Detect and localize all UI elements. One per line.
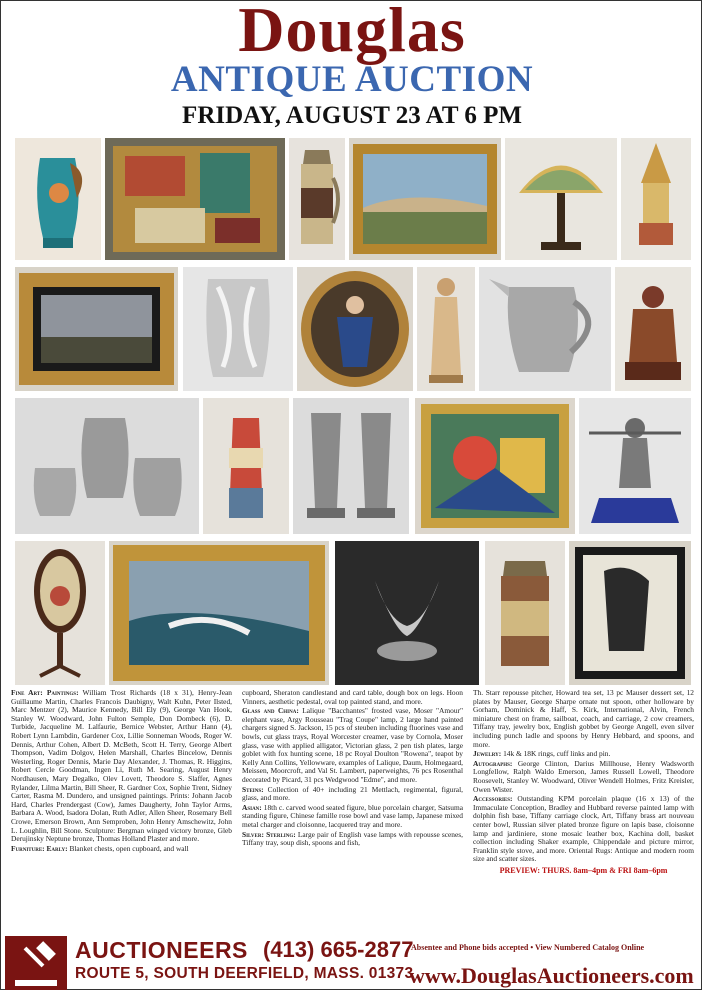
- glass-lamp-photo: [621, 138, 691, 260]
- accessories-paragraph: Accessories: Outstanding KPM porcelain plaque (16 x 13) of the Immaculate Conception, Bradley and Hubbard reverse painted lamp with dolphin fish base, Tiffany carriage clock, Art, Tiffany brass art nouveau center bowl, Russian silver plated bronze figure on lapis base, cloisonne lamp and jardiniere, stone mosaic leather box, Kachina doll, basket collection including Shaker example, Chippendale and picture mirror, Franklin style stove, and more. Oriental Rugs: Antique and modern room size and scatter sizes.: [473, 794, 694, 864]
- silver-tea-set-photo: [15, 398, 199, 534]
- leaded-lamp-photo: [505, 138, 617, 260]
- auction-description: [11, 689, 695, 929]
- autographs-paragraph: Autographs: George Clinton, Darius Millhouse, Henry Wadsworth Longfellow, Ralph Waldo Emerson, James Russell Lowell, Theodore Roosevelt, Stanley W. Woodward, Oliver Wendell Holmes, Fritz Kreisler, Owen Wister.: [473, 758, 694, 794]
- auctioneers-label: AUCTIONEERS: [75, 937, 248, 963]
- woodcut-print-photo: [569, 541, 691, 685]
- auction-subtitle: ANTIQUE AUCTION: [170, 59, 534, 100]
- ivory-figure-photo: [417, 267, 475, 391]
- lalique-vase-photo: [183, 267, 293, 391]
- decorated-stein-photo: [485, 541, 565, 685]
- address: ROUTE 5, SOUTH DEERFIELD, MASS. 01373: [75, 965, 414, 982]
- madonna-portrait-photo: [297, 267, 413, 391]
- jewelry-paragraph: Jewelry: 14k & 18K rings, cuff links and pin.: [473, 749, 611, 759]
- oval-screen-photo: [15, 541, 105, 685]
- column-1: [11, 689, 232, 854]
- column-2: [242, 689, 463, 849]
- framed-seascape-photo: [15, 267, 178, 391]
- lighthouse-stein-photo: [203, 398, 289, 534]
- website-link[interactable]: www.DouglasAuctioneers.com: [409, 963, 694, 988]
- silver-pitcher-photo: [479, 267, 611, 391]
- column-3: [473, 689, 694, 875]
- steins-paragraph: Steins: Collection of 40+ including 21 Mettlach, regimental, figural, glass, and more.: [242, 784, 463, 803]
- absentee-note: Absentee and Phone bids accepted • View Numbered Catalog Online: [411, 943, 645, 952]
- furniture-paragraph: Furniture: Early: Blanket chests, open cupboard, and wall: [11, 843, 189, 853]
- bronze-figure-photo: [579, 398, 691, 534]
- silver-paragraph: Silver: Sterling: Large pair of English vase lamps with repousse scenes, Tiffany tray, soup dish, spoons and fish,: [242, 829, 463, 848]
- footer: [1, 936, 702, 990]
- ocean-painting-photo: [109, 541, 329, 685]
- majolica-vase-photo: [15, 138, 101, 260]
- phone-number[interactable]: (413) 665-2877: [263, 937, 414, 962]
- douglas-logo: Douglas: [238, 0, 466, 65]
- carved-figure-photo: [615, 267, 691, 391]
- pewter-vases-photo: [293, 398, 409, 534]
- cubist-painting-photo: [105, 138, 285, 260]
- gavel-logo-icon: [5, 936, 67, 990]
- furniture-cont-paragraph: cupboard, Sheraton candlestand and card table, dough box on legs. Hoon Vinners, aesthetic pedestal, oval top painted stand, and more.: [242, 688, 463, 706]
- landscape-painting-photo: [349, 138, 501, 260]
- crystal-sculpture-photo: [335, 541, 479, 685]
- silver-cont-paragraph: Th. Starr repousse pitcher, Howard tea set, 13 pc Mauser dessert set, 12 plates by Mauser, George Sharpe ornate nut spoon, other holloware by Gorham, Dominick & Haff, S. Kirk, International, Alvin, French miniature chest on frame, sailboat, coach, and carriage, 2 cow creamers, Tiffany tray, jewelry box, English gobbet by George Angell, even silver including punch ladle and spoons by Henry Hebbard, and spoons, and more.: [473, 688, 694, 749]
- asian-paragraph: Asian: 18th c. carved wood seated figure, blue porcelain charger, Satsuma standing figure, Chinese famille rose bowl and vase lamp, Japanese mixed metal charger and cloisonne, lacquered tray and more.: [242, 802, 463, 829]
- abstract-painting-photo: [415, 398, 575, 534]
- paintings-paragraph: Fine Art: Paintings: William Trost Richards (18 x 31), Henry-Jean Guillaume Martin, Charles Francois Daubigny, Walt Kuhn, Peter Ilsted, Marc Mentzer (2), Maurice Kennedy, Bill Ely (9), George Van Hook, Stanley W. Woodward, John Fulton Semple, Don Dombeck (6), D. Turbide, Jacqueline M. Lalfaurie, Bernice Webster, Arthur Hann (4), Robert Lynn Lambdin, Gardener Cox, Lillie Sonneman Woods, Roger W. Dennis, Arthur Cohen, Albert D. McBeth, Scott H. Terry, George Albert Thompson, Vadim Dolgov, Helen Marshall, Charles Bincelow, Dennis Westerling, Roger Dennis, Marie Day Alexander, J. Thomas, R. Higgins, Robert Cercle Goodman, Ingen Li, Ruth M. Searing, August Henry Nordhausen, Mary Degalko, Olev Lovett, Theodore S. Slaffer, Agnes Rylander, Lilma Martin, Bill Sheer, R. Gardner Cox, Sophie Trent, Sidney Carter, Rasma M. Dundero, and unsigned paintings. Prints: Johann Jacob Hard, Charles Prendergast (Cow), James Daugherty, John Taylor Arms, Barbara A. Wood, Isadora Dolan, Ruth Adler, Allen Sheer, Rosemary Bell Crowe, Emerson Brown, Ann Semproben, John Henry Amschewitz, John L. Loughlin, Bill Stone. Sculpture: Bergman winged victory bronze, Gleb Derujinsky Neptune bronze, Thomas Holland Plaster and more.: [11, 688, 233, 844]
- auction-date: FRIDAY, AUGUST 23 AT 6 PM: [182, 102, 522, 129]
- stein-photo: [289, 138, 345, 260]
- preview-times: PREVIEW: THURS. 8am–4pm & FRI 8am–6pm: [499, 865, 668, 875]
- glass-china-paragraph: Glass and China: Lalique "Bacchantes" frosted vase, Moser "Amour" elephant vase, Argy Rousseau "Trag Coupe" lamp, 2 large hand painted chargers signed S. Jackson, 15 pcs of steuben including fluorines vase and bowls, cut glass trays, Royal Worcester creamer, vase by Cornola, Moser glass, vase with applied alligator, Victorian glass, 2 pen tish plates, large goblet with fox hunting scene, 18 pc Royal Doulton "Rowena", teapot by Kelly Ann Collins, Yellowware, examples of Lalique, Daum, Holmegaard, Meissen, Moorcroft, and Val St. Lambert, paperweights, 76 pcs Rosenthal decorated by Picard, 31 pcs Wedgwood "Edme", and more.: [242, 706, 464, 784]
